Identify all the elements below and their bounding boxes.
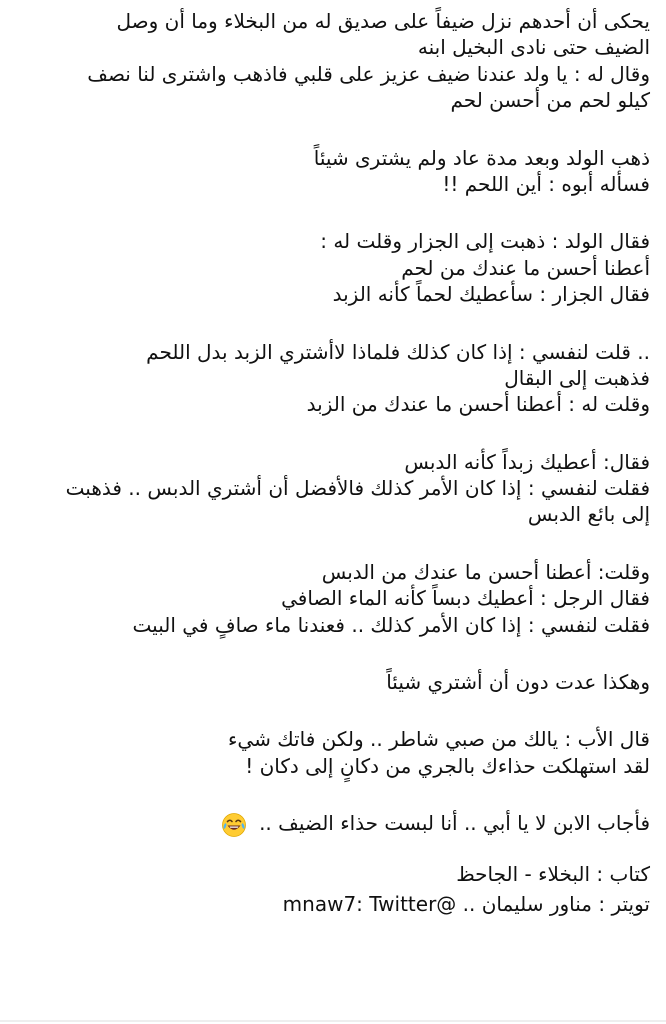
paragraph-spacer [18, 197, 650, 228]
paragraph-spacer [18, 114, 650, 145]
paragraph-butcher [18, 228, 650, 307]
paragraph-punchline [18, 810, 650, 836]
paragraph-spacer [18, 779, 650, 810]
paragraph-spacer [18, 418, 650, 449]
paragraph-grocer [18, 339, 650, 418]
paragraph-spacer [18, 638, 650, 669]
text-line: يحكى أن أحدهم نزل ضيفاً على صديق له من البخلاء وما أن وصل [116, 9, 650, 33]
text-line: وهكذا عدت دون أن أشتري شيئاً [386, 670, 650, 695]
text-line: .. قلت لنفسي : إذا كان كذلك فلماذا لاأشتري الزبد بدل اللحم [146, 339, 650, 364]
text-line: فقال الولد : ذهبت إلى الجزار وقلت له : [320, 229, 650, 254]
paragraph-intro [18, 8, 650, 114]
text-line: فقال الرجل : أعطيك دبساً كأنه الماء الصافي [281, 586, 650, 611]
paragraph-spacer [18, 528, 650, 559]
text-line: كيلو لحم من أحسن لحم [450, 88, 650, 113]
text-line: وقال له : يا ولد عندنا ضيف عزيز على قلبي فاذهب واشترى لنا نصف [87, 61, 650, 86]
punchline-text: فأجاب الابن لا يا أبي .. أنا لبست حذاء الضيف .. [259, 811, 650, 836]
paragraph-father [18, 726, 650, 779]
text-line: فقلت لنفسي : إذا كان الأمر كذلك فالأفضل أن أشتري الدبس .. فذهبت [65, 476, 650, 501]
twitter-credit: تويتر : مناور سليمان .. @mnaw7: Twitter [282, 891, 650, 916]
text-line: فقال: أعطيك زبداً كأنه الدبس [404, 449, 650, 474]
text-line: لقد استهلكت حذاءك بالجري من دكانٍ إلى دكان ! [245, 753, 650, 778]
bottom-divider [0, 1020, 666, 1022]
text-line: وقلت له : أعطنا أحسن ما عندك من الزبد [306, 392, 650, 417]
text-line: وقلت: أعطنا أحسن ما عندك من الدبس [321, 559, 650, 584]
text-line: ذهب الولد وبعد مدة عاد ولم يشترى شيئاً [313, 145, 650, 170]
paragraph-returned [18, 669, 650, 695]
face-with-tears-of-joy-icon [221, 812, 247, 838]
text-line: الضيف حتى نادى البخيل ابنه [417, 35, 650, 60]
paragraph-spacer [18, 837, 650, 859]
book-credit: كتاب : البخلاء - الجاحظ [456, 861, 650, 886]
text-line: فذهبت إلى البقال [504, 365, 650, 390]
paragraph-spacer [18, 308, 650, 339]
text-line: إلى بائع الدبس [527, 502, 650, 527]
text-line: فقال الجزار : سأعطيك لحماً كأنه الزبد [332, 282, 650, 307]
paragraph-molasses [18, 449, 650, 528]
paragraph-water [18, 559, 650, 638]
text-line: قال الأب : يالك من صبي شاطر .. ولكن فاتك شيء [228, 727, 650, 752]
paragraph-return [18, 145, 650, 198]
paragraph-spacer [18, 695, 650, 726]
text-line: فسأله أبوه : أين اللحم !! [442, 171, 650, 196]
text-line: أعطنا أحسن ما عندك من لحم [401, 255, 650, 280]
text-line: فقلت لنفسي : إذا كان الأمر كذلك .. فعندنا ماء صافٍ في البيت [132, 612, 650, 637]
footer [18, 859, 650, 919]
